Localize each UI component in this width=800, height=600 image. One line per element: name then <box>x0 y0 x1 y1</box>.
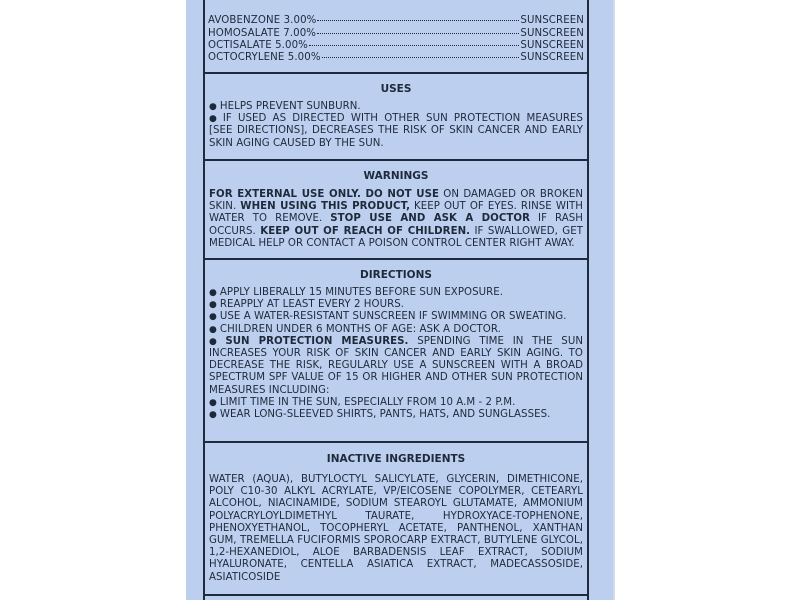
list-item: ● IF USED AS DIRECTED WITH OTHER SUN PROTECTION MEASURES [SEE DIRECTIONS], DECREASES THE RISK OF SKIN CANCER AND EARLY SKIN AGING CAUSED BY THE SUN. <box>209 113 584 149</box>
label-edge <box>613 0 615 600</box>
directions-heading: DIRECTIONS <box>360 269 432 281</box>
ingredient-purpose: SUNSCREEN <box>520 40 584 51</box>
ingredient-name: OCTISALATE 5.00% <box>208 40 308 51</box>
list-item: ● LIMIT TIME IN THE SUN, ESPECIALLY FROM 10 A.M - 2 P.M. <box>209 396 516 408</box>
section-divider <box>203 72 589 74</box>
list-item: ● REAPPLY AT LEAST EVERY 2 HOURS. <box>209 299 405 311</box>
list-item: ● WEAR LONG-SLEEVED SHIRTS, PANTS, HATS, AND SUNGLASSES. <box>209 409 551 421</box>
bullet-icon: ● <box>209 410 217 421</box>
bullet-icon: ● <box>209 397 217 408</box>
inactive-text: WATER (AQUA), BUTYLOCTYL SALICYLATE, GLYCERIN, DIMETHICONE, POLY C10-30 ALKYL ACRYLATE, VP/EICOSENE COPOLYMER, CETEARYL ALCOHOL, NIACINAMIDE, SODIUM STEAROYL GLUTAMATE, AMMONIUM POLYACRYLOYLDIMETHYL TAURATE, HYDROXYACE-TOPHENONE, PHENOXYETHANOL, TOCOPHERYL ACETATE, PANTHENOL, XANTHAN GUM, TREMELLA FUCIFORMIS SPOROCARP EXTRACT, BUTYLENE GLYCOL, 1,2-HEXANEDIOL, ALOE BARBADENSIS LEAF EXTRACT, SODIUM HYALURONATE, CENTELLA ASIATICA EXTRACT, MADECASSOSIDE, ASIATICOSIDE <box>209 474 583 583</box>
section-divider <box>203 441 589 443</box>
directions-list <box>209 287 583 421</box>
leader-dots <box>317 24 519 34</box>
ingredient-purpose: SUNSCREEN <box>520 52 584 63</box>
inactive-heading: INACTIVE INGREDIENTS <box>326 453 466 465</box>
bullet-icon: ● <box>209 288 217 298</box>
leader-dots <box>309 36 519 46</box>
bullet-icon: ● <box>209 324 217 335</box>
bullet-icon: ● <box>209 336 223 347</box>
bullet-icon: ● <box>209 312 217 323</box>
list-item: ● SUN PROTECTION MEASURES. SPENDING TIME IN THE SUN INCREASES YOUR RISK OF SKIN CANCER AND EARLY SKIN AGING. TO DECREASE THE RISK, REGULARLY USE A SUNSCREEN WITH A BROAD SPECTRUM SPF VALUE OF 15 OR HIGHER AND OTHER SUN PROTECTION MEASURES INCLUDING: <box>209 335 583 396</box>
ingredient-name: AVOBENZONE 3.00% <box>208 15 317 26</box>
uses-list <box>209 101 583 150</box>
bullet-icon: ● <box>209 300 217 311</box>
section-divider <box>203 594 589 596</box>
section-divider <box>203 159 589 161</box>
list-item: ● CHILDREN UNDER 6 MONTHS OF AGE: ASK A DOCTOR. <box>209 323 501 335</box>
warnings-heading: WARNINGS <box>363 170 429 182</box>
ingredient-name: OCTOCRYLENE 5.00% <box>208 52 321 63</box>
ingredient-purpose: SUNSCREEN <box>520 15 584 26</box>
section-divider <box>203 258 589 260</box>
ingredient-purpose: SUNSCREEN <box>520 28 584 39</box>
leader-dots <box>322 48 520 58</box>
bullet-icon: ● <box>209 114 220 125</box>
list-item: ● HELPS PREVENT SUNBURN. <box>209 101 361 112</box>
uses-heading: USES <box>380 83 412 95</box>
list-item: ● USE A WATER-RESISTANT SUNSCREEN IF SWIMMING OR SWEATING. <box>209 311 567 323</box>
list-item: ● APPLY LIBERALLY 15 MINUTES BEFORE SUN EXPOSURE. <box>209 287 504 298</box>
warnings-text: FOR EXTERNAL USE ONLY. DO NOT USE ON DAMAGED OR BROKEN SKIN. WHEN USING THIS PRODUCT, KEEP OUT OF EYES. RINSE WITH WATER TO REMOVE. STOP USE AND ASK A DOCTOR IF RASH OCCURS. KEEP OUT OF REACH OF CHILDREN. IF SWALLOWED, GET MEDICAL HELP OR CONTACT A POISON CONTROL CENTER RIGHT AWAY. <box>209 189 584 249</box>
active-ingredient-row <box>208 50 584 62</box>
bullet-icon: ● <box>209 102 217 112</box>
ingredient-name: HOMOSALATE 7.00% <box>208 28 317 39</box>
leader-dots <box>317 11 519 21</box>
